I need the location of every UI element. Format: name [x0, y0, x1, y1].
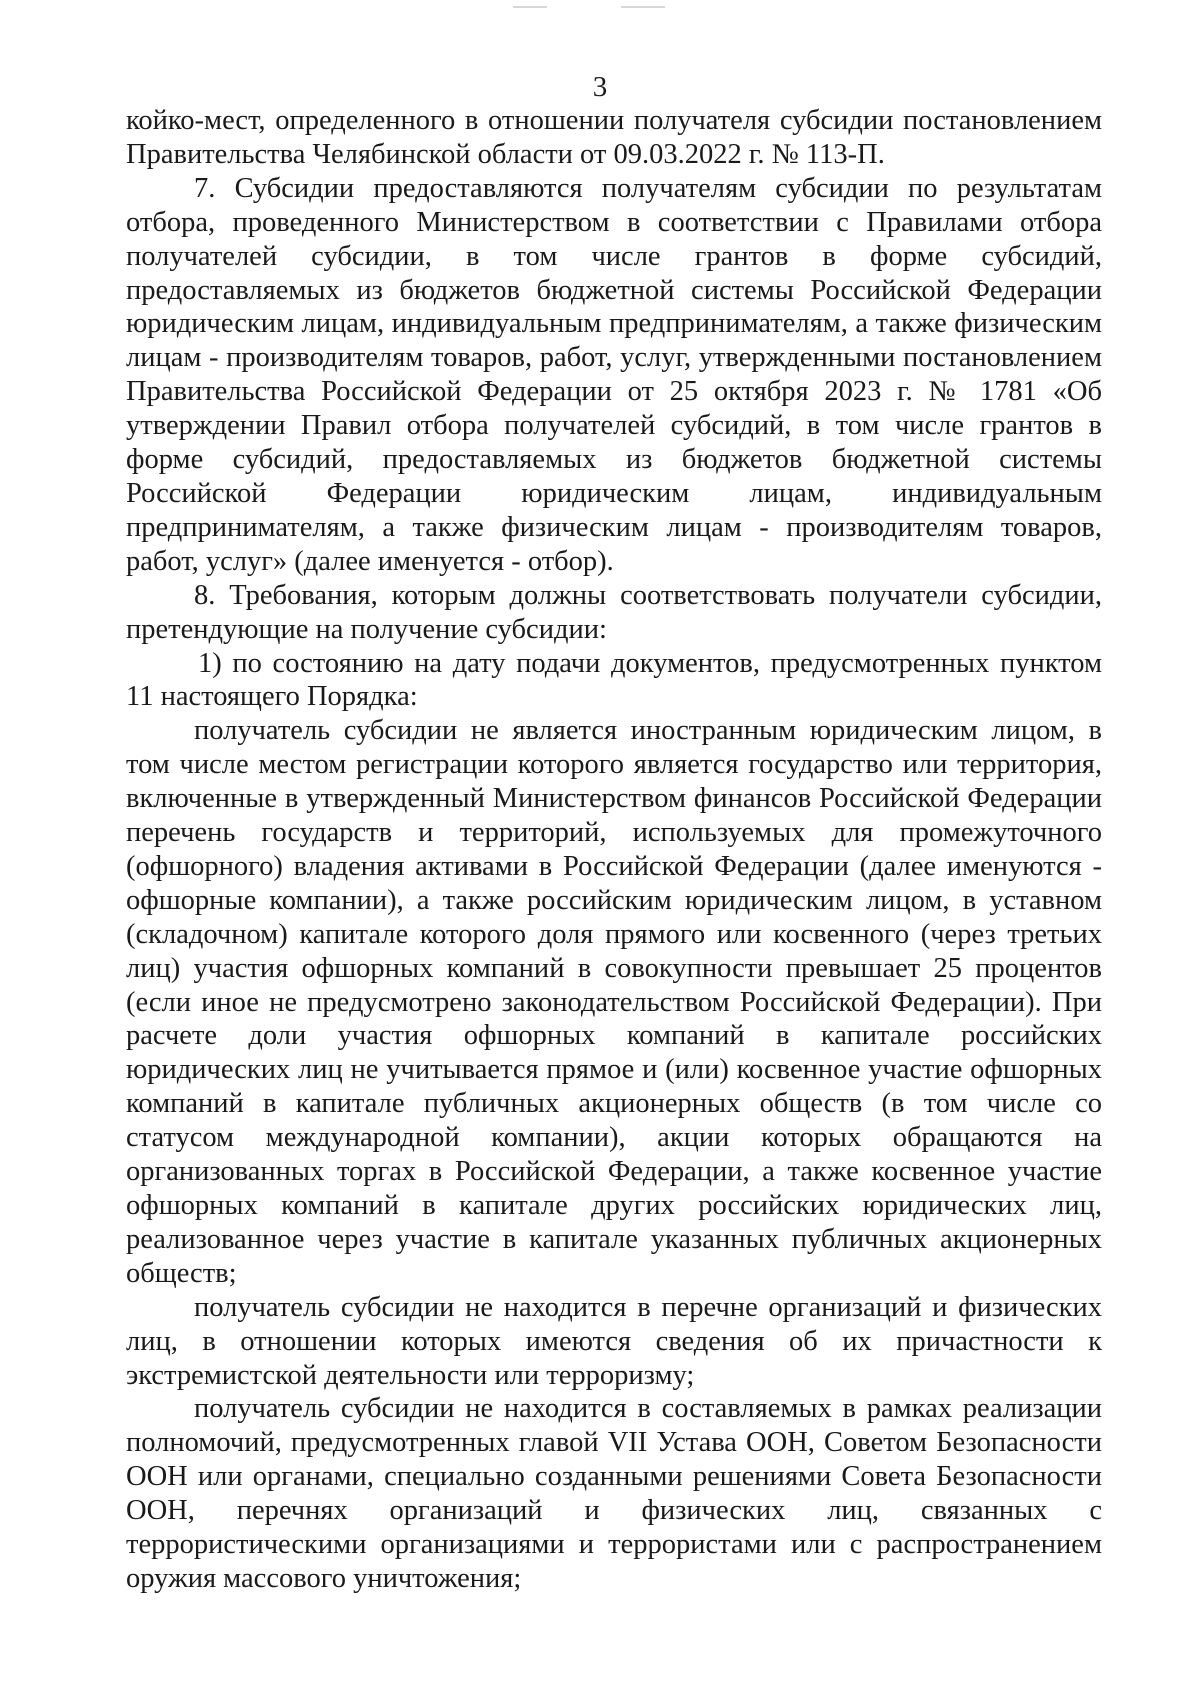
paragraph-continuation: койко-мест, определенного в отношении получателя субсидии постановлением Правительства Челябинской области от 09.03.2022 г. № 113-П. [126, 105, 1102, 170]
page-number: 3 [592, 71, 608, 103]
document-body [126, 104, 1102, 1596]
paragraph-un-lists-requirement: получатель субсидии не находится в составляемых в рамках реализации полномочий, предусмотренных главой VII Устава ООН, Советом Безопасности ООН или органами, специально созданными решениями Совета Безопасности ООН, перечнях организаций и физических лиц, связанных с террористическими организациями и террористами или с распространением оружия массового уничтожения; [126, 1393, 1102, 1594]
paragraph-item-7: 7. Субсидии предоставляются получателям субсидии по результатам отбора, проведенного Министерством в соответствии с Правилами отбора получателей субсидии, в том числе грантов в форме субсидий, предоставляемых из бюджетов бюджетной системы Российской Федерации юридическим лицам, индивидуальным предпринимателям, а также физическим лицам - производителям товаров, работ, услуг, утвержденными постановлением Правительства Российской Федерации от 25 октября 2023 г. № 1781 «Об утверждении Правил отбора получателей субсидий, в том числе грантов в форме субсидий, предоставляемых из бюджетов бюджетной системы Российской Федерации юридическим лицам, индивидуальным предпринимателям, а также физическим лицам - производителям товаров, работ, услуг» (далее именуется - отбор). [126, 172, 1102, 577]
scan-artifact [513, 6, 547, 8]
scan-artifact [621, 6, 665, 8]
subparagraph-1: 1) по состоянию на дату подачи документов, предусмотренных пунктом 11 настоящего Порядка: [126, 647, 1102, 713]
paragraph-offshore-requirement: получатель субсидии не является иностранным юридическим лицом, в том числе местом регистрации которого является государство или территория, включенные в утвержденный Министерством финансов Российской Федерации перечень государств и территорий, используемых для промежуточного (офшорного) владения активами в Российской Федерации (далее именуются - офшорные компании), а также российским юридическим лицом, в уставном (складочном) капитале которого доля прямого или косвенного (через третьих лиц) участия офшорных компаний в совокупности превышает 25 процентов (если иное не предусмотрено законодательством Российской Федерации). При расчете доли участия офшорных компаний в капитале российских юридических лиц не учитывается прямое и (или) косвенное участие офшорных компаний в капитале публичных акционерных обществ (в том числе со статусом международной компании), акции которых обращаются на организованных торгах в Российской Федерации, а также косвенное участие офшорных компаний в капитале других российских юридических лиц, реализованное через участие в капитале указанных публичных акционерных обществ; [126, 715, 1102, 1289]
paragraph-extremism-requirement: получатель субсидии не находится в перечне организаций и физических лиц, в отношении которых имеются сведения об их причастности к экстремистской деятельности или терроризму; [126, 1291, 1102, 1391]
paragraph-item-8: 8. Требования, которым должны соответствовать получатели субсидии, претендующие на получение субсидии: [126, 579, 1102, 645]
